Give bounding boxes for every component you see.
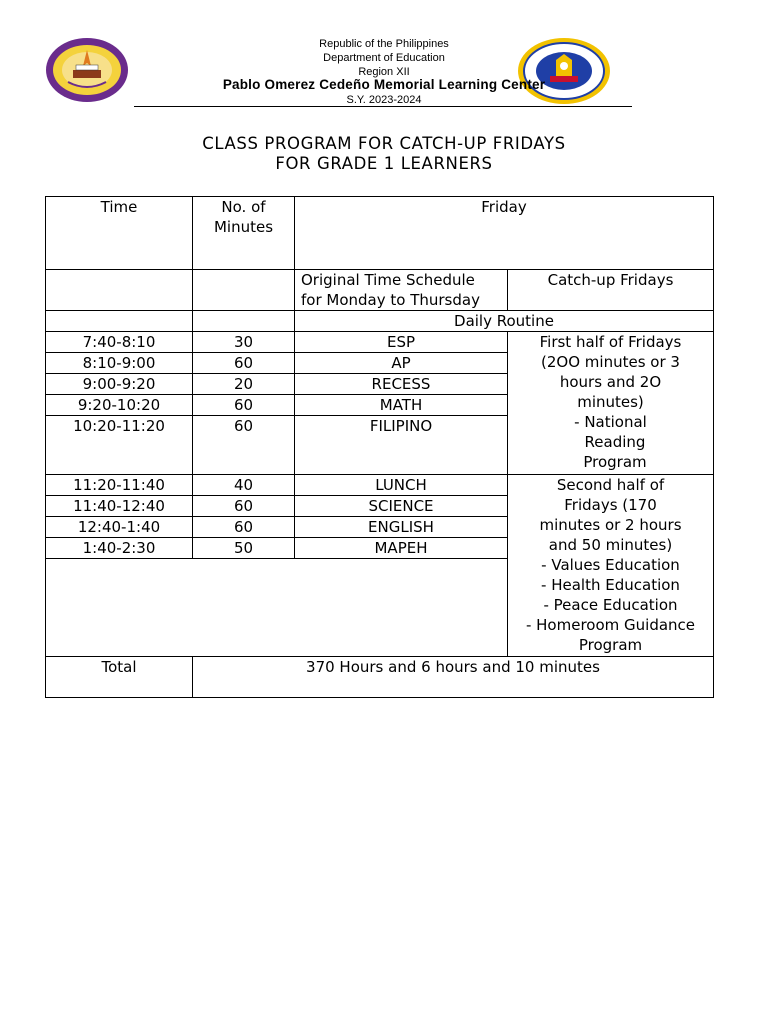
time-cell: 10:20-11:20 <box>46 416 193 475</box>
minutes-cell: 60 <box>193 395 295 416</box>
subject-cell: LUNCH <box>295 475 508 496</box>
time-cell: 1:40-2:30 <box>46 538 193 559</box>
empty-cell <box>46 270 193 311</box>
header-minutes: No. of Minutes <box>193 197 295 270</box>
subheader-catchup: Catch-up Fridays <box>508 270 714 311</box>
header-friday: Friday <box>295 197 714 270</box>
minutes-cell: 60 <box>193 517 295 538</box>
second-half-description: Second half of Fridays (170 minutes or 2 hours and 50 minutes) - Values Education - Health Education - Peace Education - Homeroom Guidance Program <box>508 475 714 657</box>
time-cell: 8:10-9:00 <box>46 353 193 374</box>
table-row <box>46 332 714 353</box>
subject-cell: FILIPINO <box>295 416 508 475</box>
class-program-table <box>45 196 714 698</box>
header-time: Time <box>46 197 193 270</box>
table-header-row <box>46 197 714 270</box>
minutes-cell: 20 <box>193 374 295 395</box>
subject-cell: MATH <box>295 395 508 416</box>
school-name: Pablo Omerez Cedeño Memorial Learning Center <box>222 77 546 92</box>
department-label: Department of Education <box>323 52 445 64</box>
minutes-cell: 60 <box>193 353 295 374</box>
total-row <box>46 657 714 698</box>
subject-cell: ENGLISH <box>295 517 508 538</box>
empty-cell <box>46 311 193 332</box>
republic-label: Republic of the Philippines <box>319 38 449 50</box>
minutes-cell: 60 <box>193 496 295 517</box>
page-title-line2: FOR GRADE 1 LEARNERS <box>275 154 493 173</box>
time-cell: 12:40-1:40 <box>46 517 193 538</box>
table-row <box>46 475 714 496</box>
subject-cell: ESP <box>295 332 508 353</box>
subject-cell: RECESS <box>295 374 508 395</box>
school-year: S.Y. 2023-2024 <box>346 94 422 106</box>
subheader-original: Original Time Schedule for Monday to Thursday <box>295 270 508 311</box>
minutes-cell: 30 <box>193 332 295 353</box>
subject-cell: MAPEH <box>295 538 508 559</box>
page-title-line1: CLASS PROGRAM FOR CATCH-UP FRIDAYS <box>202 134 566 153</box>
empty-cell <box>193 270 295 311</box>
time-cell: 11:40-12:40 <box>46 496 193 517</box>
total-value: 370 Hours and 6 hours and 10 minutes <box>193 657 714 698</box>
time-cell: 9:00-9:20 <box>46 374 193 395</box>
minutes-cell: 40 <box>193 475 295 496</box>
daily-routine-row <box>46 311 714 332</box>
table-subheader-row <box>46 270 714 311</box>
total-label: Total <box>46 657 193 698</box>
empty-cell <box>46 559 508 657</box>
region-label: Region XII <box>358 66 410 78</box>
subject-cell: AP <box>295 353 508 374</box>
time-cell: 11:20-11:40 <box>46 475 193 496</box>
time-cell: 9:20-10:20 <box>46 395 193 416</box>
minutes-cell: 60 <box>193 416 295 475</box>
header-divider <box>134 106 632 107</box>
daily-routine-label: Daily Routine <box>295 311 714 332</box>
first-half-description: First half of Fridays (2OO minutes or 3 hours and 2O minutes) - National Reading Program <box>508 332 714 475</box>
subject-cell: SCIENCE <box>295 496 508 517</box>
minutes-cell: 50 <box>193 538 295 559</box>
empty-cell <box>193 311 295 332</box>
time-cell: 7:40-8:10 <box>46 332 193 353</box>
